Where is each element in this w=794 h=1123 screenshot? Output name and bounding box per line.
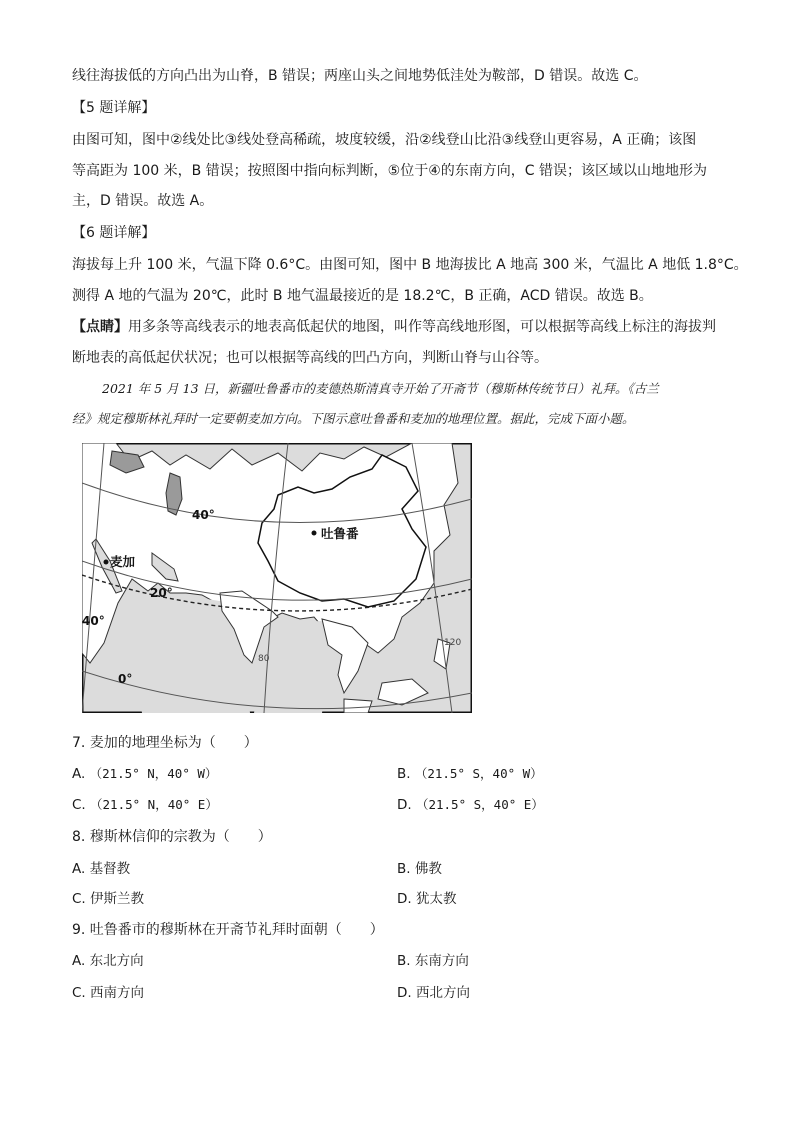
question-9-option-a[interactable]	[72, 952, 144, 970]
lat-20-label: 20°	[150, 586, 173, 600]
map-figure	[82, 443, 472, 713]
option-text: （21.5° N，40° E）	[90, 797, 218, 812]
option-text: 基督教	[89, 861, 131, 877]
lon-80-label: 80	[258, 654, 270, 664]
lon-120-label: 120	[444, 638, 462, 648]
question-8-stem: 8. 穆斯林信仰的宗教为（ ）	[72, 829, 272, 845]
option-key: A.	[72, 861, 86, 877]
solution-line-1: 线往海拔低的方向凸出为山脊，B 错误；两座山头之间地势低洼处为鞍部，D 错误。故选 C。	[72, 68, 648, 84]
turpan-label: 吐鲁番	[321, 526, 359, 541]
question-8-option-a[interactable]	[72, 860, 130, 878]
note-label: 【点睛】	[72, 319, 128, 335]
note-line-1	[72, 318, 716, 336]
option-text: 西南方向	[90, 985, 145, 1001]
q6-heading: 【6 题详解】	[72, 225, 156, 241]
question-9-option-d[interactable]	[397, 984, 470, 1002]
q6-text-line-2: 测得 A 地的气温为 20℃，此时 B 地气温最接近的是 18.2℃，B 正确，ACD 错误。故选 B。	[72, 288, 653, 304]
option-text: 伊斯兰教	[90, 891, 145, 907]
option-key: D.	[397, 891, 412, 907]
option-key: A.	[72, 766, 86, 782]
question-7-option-c[interactable]	[72, 796, 218, 814]
option-text: 西北方向	[415, 985, 470, 1001]
q5-text-line-2: 等高距为 100 米，B 错误；按照图中指向标判断，⑤位于④的东南方向，C 错误；该区域以山地地形为	[72, 163, 708, 179]
option-key: D.	[397, 797, 412, 813]
question-7-option-a[interactable]	[72, 765, 217, 783]
option-text: 东北方向	[89, 953, 144, 969]
option-key: C.	[72, 797, 86, 813]
note-text: 用多条等高线表示的地表高低起伏的地图，叫作等高线地形图，可以根据等高线上标注的海拔判	[128, 319, 716, 335]
option-text: （21.5° S，40° E）	[415, 797, 544, 812]
option-text: （21.5° S，40° W）	[414, 766, 543, 781]
option-key: B.	[397, 953, 411, 969]
option-key: B.	[397, 766, 411, 782]
question-7-stem: 7. 麦加的地理坐标为（ ）	[72, 735, 258, 751]
question-8-option-c[interactable]	[72, 890, 144, 908]
question-9-option-b[interactable]	[397, 952, 469, 970]
lat-0-label: 0°	[118, 672, 133, 686]
option-text: （21.5° N，40° W）	[89, 766, 218, 781]
intro-line-1: 2021 年 5 月 13 日，新疆吐鲁番市的麦德热斯清真寺开始了开斋节（穆斯林传统节日）礼拜。《古兰	[102, 381, 659, 396]
question-9-option-c[interactable]	[72, 984, 144, 1002]
mecca-point	[104, 560, 109, 565]
turpan-point	[312, 531, 317, 536]
q6-text-line-1: 海拔每上升 100 米，气温下降 0.6°C。由图可知，图中 B 地海拔比 A 地高 300 米，气温比 A 地低 1.8°C。	[72, 257, 748, 273]
q5-text-line-1: 由图可知，图中②线处比③线处登高稀疏，坡度较缓，沿②线登山比沿③线登山更容易，A 正确；该图	[72, 132, 697, 148]
option-key: D.	[397, 985, 412, 1001]
option-text: 佛教	[414, 861, 442, 877]
option-key: A.	[72, 953, 86, 969]
option-text: 犹太教	[415, 891, 457, 907]
option-key: C.	[72, 985, 86, 1001]
q5-text-line-3: 主，D 错误。故选 A。	[72, 193, 214, 209]
note-line-2: 断地表的高低起伏状况；也可以根据等高线的凹凸方向，判断山脊与山谷等。	[72, 350, 548, 366]
intro-line-2: 经》规定穆斯林礼拜时一定要朝麦加方向。下图示意吐鲁番和麦加的地理位置。据此，完成下面小题。	[72, 411, 635, 426]
option-key: C.	[72, 891, 86, 907]
lon-40-label: 40°	[82, 614, 105, 628]
option-text: 东南方向	[414, 953, 469, 969]
question-7-option-b[interactable]	[397, 765, 543, 783]
mecca-label: 麦加	[110, 554, 136, 569]
lat-40-label: 40°	[192, 508, 215, 522]
question-7-option-d[interactable]	[397, 796, 544, 814]
question-8-option-d[interactable]	[397, 890, 456, 908]
q5-heading: 【5 题详解】	[72, 100, 156, 116]
question-8-option-b[interactable]	[397, 860, 442, 878]
option-key: B.	[397, 861, 411, 877]
question-9-stem: 9. 吐鲁番市的穆斯林在开斋节礼拜时面朝（ ）	[72, 922, 384, 938]
